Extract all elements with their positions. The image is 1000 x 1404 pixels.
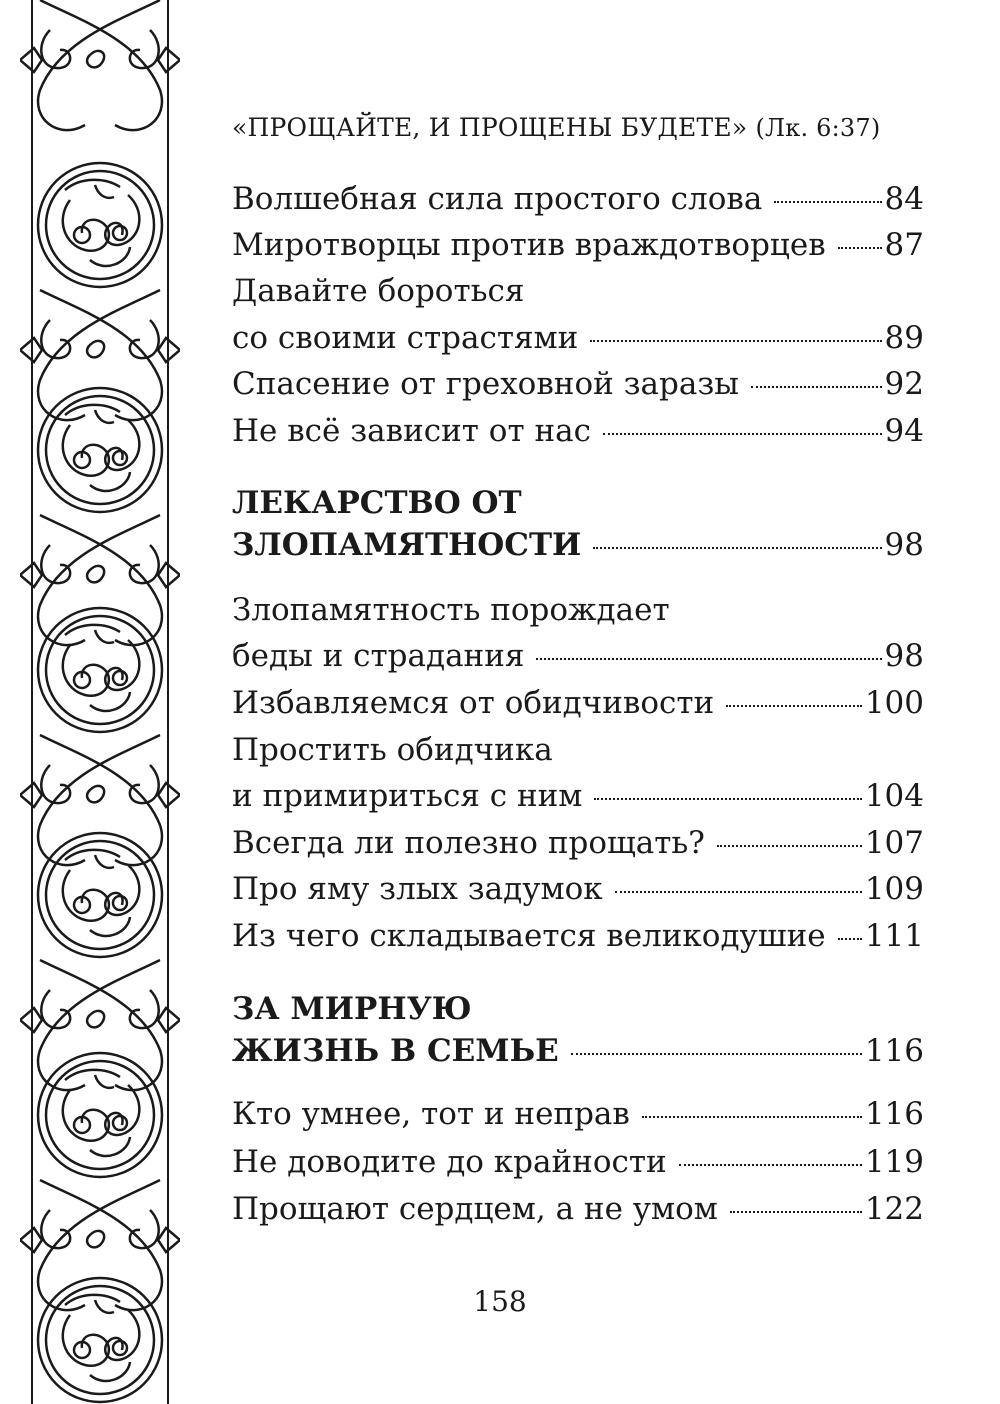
toc-entry-title: Злопамятность порождает <box>232 592 670 628</box>
toc-entry-title: Простить обидчика <box>232 732 553 768</box>
toc-entry-title: со своими страстями <box>232 320 579 356</box>
section-heading <box>232 527 924 573</box>
toc-entry-page: 111 <box>864 918 924 954</box>
toc-entry-title: Спасение от греховной заразы <box>232 366 739 402</box>
section-heading-line: ЗЛОПАМЯТНОСТИ <box>232 527 582 563</box>
toc-entry-page: 98 <box>884 638 924 674</box>
dot-leader <box>679 1164 862 1166</box>
section-heading-page: 98 <box>884 527 924 563</box>
toc-entry-title: Всегда ли полезно прощать? <box>232 825 705 861</box>
dot-leader <box>593 547 881 549</box>
dot-leader <box>603 433 882 435</box>
toc-entry-title: Миротворцы против враждотворцев <box>232 227 826 263</box>
toc-entry-page: 100 <box>864 685 924 721</box>
toc-entry-page: 89 <box>884 320 924 356</box>
toc-entry <box>232 871 924 917</box>
toc-entry-page: 122 <box>864 1191 924 1227</box>
dot-leader <box>838 247 882 249</box>
section-heading <box>232 1033 924 1079</box>
toc-entry <box>232 685 924 731</box>
toc-entry <box>232 413 924 459</box>
section-heading-line: ЗА МИРНУЮ <box>232 991 472 1027</box>
toc-entry-title: Не доводите до крайности <box>232 1144 667 1180</box>
toc-entry <box>232 1096 924 1142</box>
dot-leader <box>642 1116 862 1118</box>
dot-leader <box>536 658 881 660</box>
toc-entry-title: Из чего складывается великодушие <box>232 918 826 954</box>
toc-entry <box>232 181 924 227</box>
dot-leader <box>774 201 881 203</box>
running-head <box>232 113 932 142</box>
toc-entry-title: Прощают сердцем, а не умом <box>232 1191 718 1227</box>
dot-leader <box>590 340 881 342</box>
dot-leader <box>571 1053 862 1055</box>
toc-entry-page: 87 <box>884 227 924 263</box>
dot-leader <box>717 845 862 847</box>
section-heading <box>232 991 924 1037</box>
toc-entry-page: 119 <box>864 1144 924 1180</box>
page-number: 158 <box>473 1285 527 1318</box>
toc-entry-page: 84 <box>884 181 924 217</box>
toc-entry-title: Про яму злых задумок <box>232 871 603 907</box>
dot-leader <box>751 386 882 388</box>
toc-entry-title: Волшебная сила простого слова <box>232 181 763 217</box>
toc-entry <box>232 320 924 366</box>
toc-entry <box>232 825 924 871</box>
toc-entry-title: Не всё зависит от нас <box>232 413 591 449</box>
toc-entry <box>232 778 924 824</box>
section-heading-line: ЖИЗНЬ В СЕМЬЕ <box>232 1033 559 1069</box>
toc-entry-title: и примириться с ним <box>232 778 583 814</box>
toc-entry <box>232 732 924 778</box>
toc-entry-page: 104 <box>864 778 924 814</box>
section-heading-line: ЛЕКАРСТВО ОТ <box>232 485 522 521</box>
dot-leader <box>838 938 862 940</box>
section-heading <box>232 485 924 531</box>
dot-leader <box>594 798 861 800</box>
running-head-title: «ПРОЩАЙТЕ, И ПРОЩЕНЫ БУДЕТЕ» <box>232 113 748 142</box>
running-head-reference: (Лк. 6:37) <box>755 114 881 142</box>
toc-entry <box>232 273 924 319</box>
toc-entry <box>232 366 924 412</box>
toc-entry-title: Кто умнее, тот и неправ <box>232 1096 630 1132</box>
toc-entry <box>232 1191 924 1237</box>
toc-entry-page: 109 <box>864 871 924 907</box>
toc-entry-page: 94 <box>884 413 924 449</box>
toc-entry-page: 92 <box>884 366 924 402</box>
toc-entry-page: 116 <box>864 1096 924 1132</box>
toc-entry <box>232 227 924 273</box>
toc-entry <box>232 918 924 964</box>
toc-entry <box>232 1144 924 1190</box>
toc-entry-page: 107 <box>864 825 924 861</box>
dot-leader <box>726 705 862 707</box>
ornamental-border <box>20 0 180 1404</box>
toc-entry-title: Избавляемся от обидчивости <box>232 685 715 721</box>
toc-entry <box>232 638 924 684</box>
dot-leader <box>615 891 862 893</box>
section-heading-page: 116 <box>864 1033 924 1069</box>
toc-entry-title: Давайте бороться <box>232 273 525 309</box>
dot-leader <box>730 1211 862 1213</box>
toc-entry-title: беды и страдания <box>232 638 525 674</box>
toc-entry <box>232 592 924 638</box>
